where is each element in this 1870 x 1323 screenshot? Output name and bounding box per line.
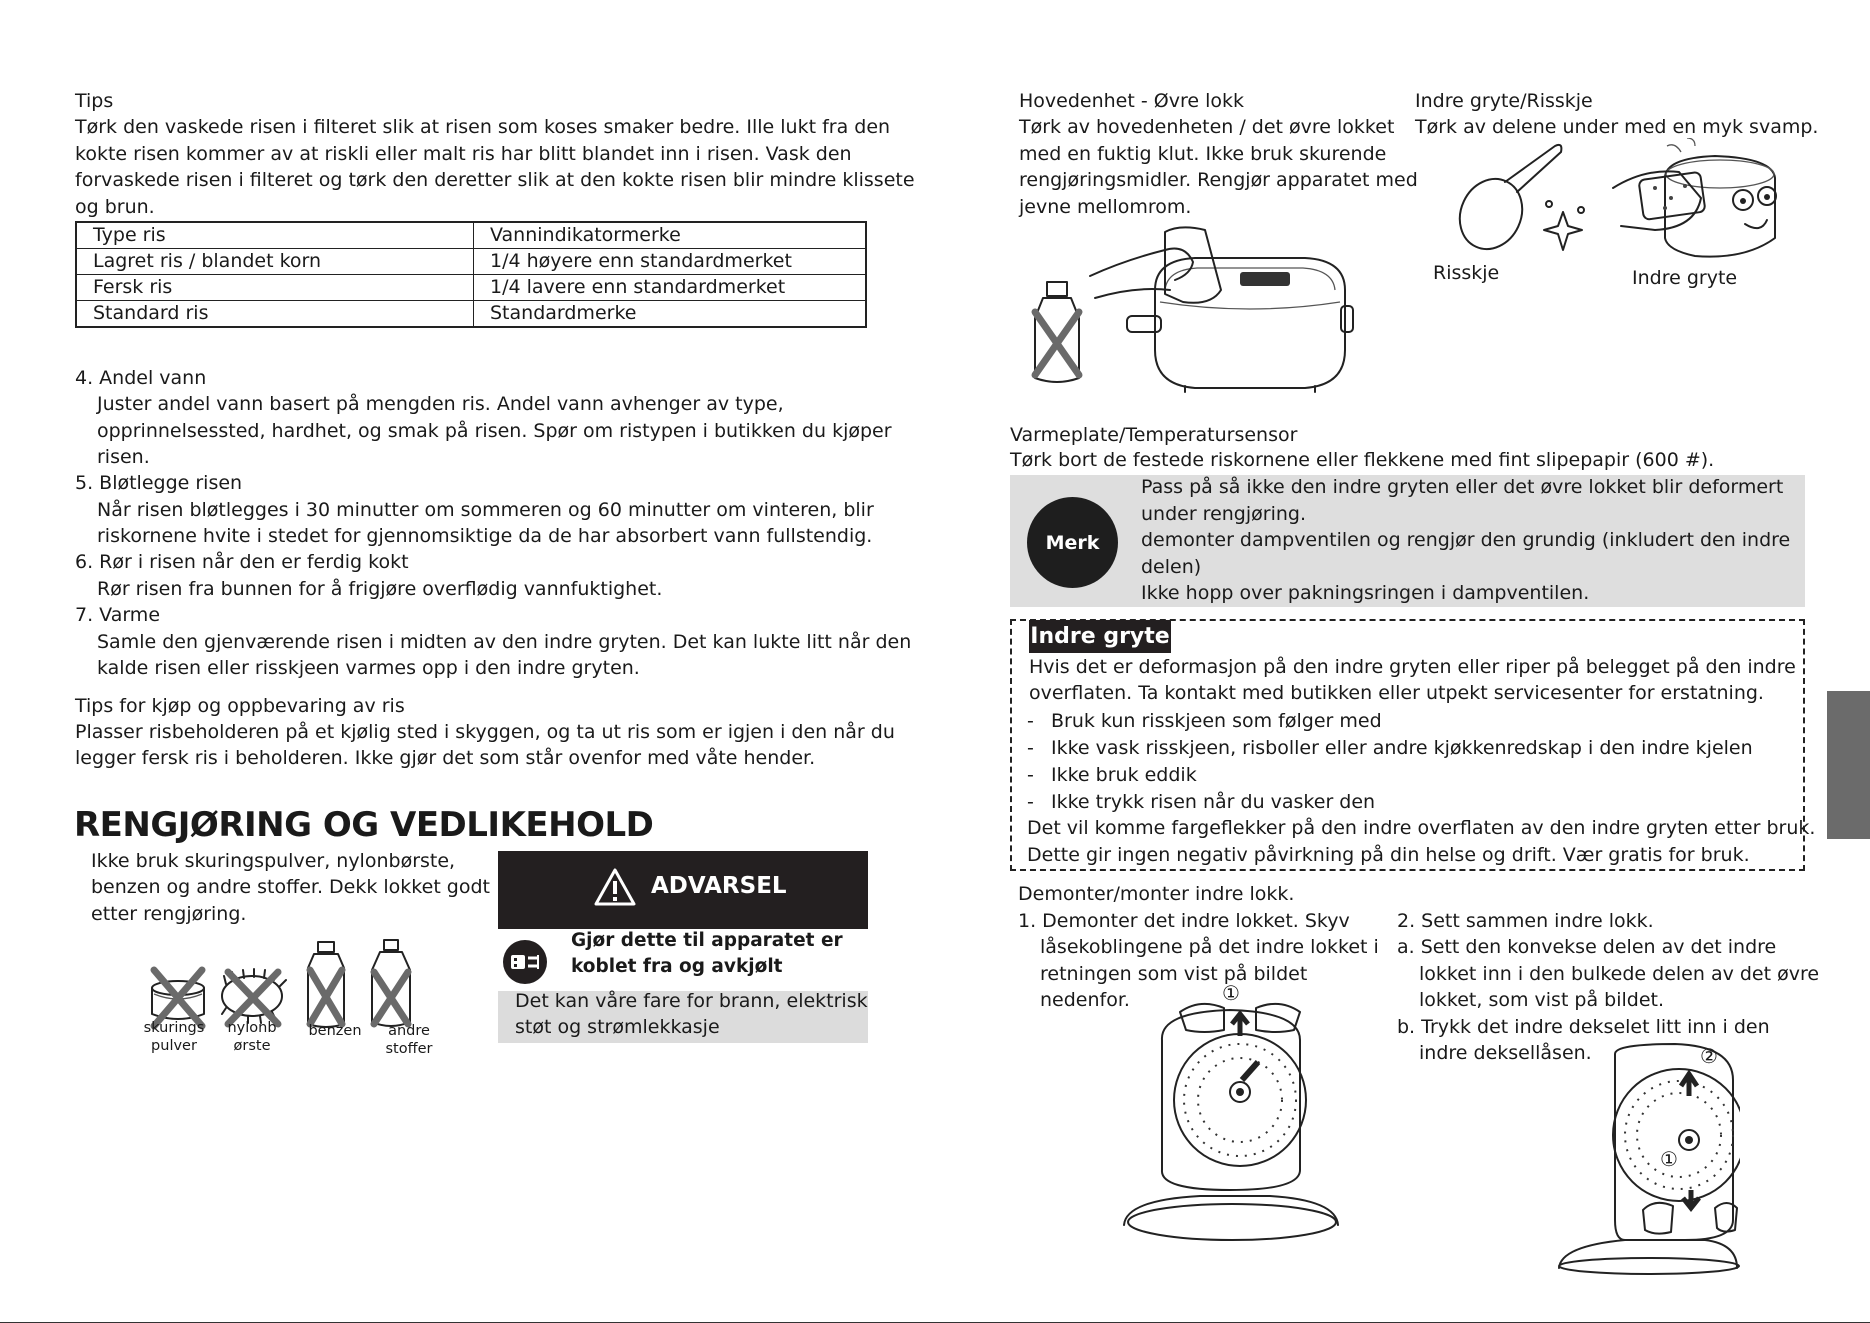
lid-step2-line: lokket, som vist på bildet. <box>1419 989 1665 1011</box>
step-line: kalde risen eller risskjeen varmes opp i den indre gryten. <box>97 657 640 679</box>
note-line: delen) <box>1141 556 1202 578</box>
lid-step2-line: a. Sett den konvekse delen av det indre <box>1397 936 1777 958</box>
rice-water-table <box>75 221 867 328</box>
note-line: Pass på så ikke den indre gryten eller det øvre lokket blir deformert <box>1141 476 1784 498</box>
main-unit-line: Tørk av hovedenheten / det øvre lokket <box>1019 116 1395 138</box>
lid-step1-line: låsekoblingene på det indre lokket i <box>1040 936 1379 958</box>
step-line: Når risen bløtlegges i 30 minutter om sommeren og 60 minutter om vinteren, blir <box>97 499 874 521</box>
scouring-powder-icon <box>152 970 204 1026</box>
warning-text-line: støt og strømlekkasje <box>515 1016 720 1038</box>
inner-lid-assemble-illustration <box>1555 1040 1740 1275</box>
forbidden-items-illustration <box>140 932 440 1032</box>
inner-pot-icon <box>1665 138 1776 257</box>
cleaning-heading: RENGJØRING OG VEDLIKEHOLD <box>74 805 654 845</box>
step-line: riskornene hvite i stedet for gjennomsiktige da de har absorbert vann fullstendig. <box>97 525 873 547</box>
storage-title: Tips for kjøp og oppbevaring av ris <box>75 695 405 717</box>
tips-line: og brun. <box>75 196 155 218</box>
step-title: 6. Rør i risen når den er ferdig kokt <box>75 551 409 573</box>
bullet-dash: - <box>1027 764 1034 786</box>
caution-bullet: Ikke bruk eddik <box>1051 764 1197 786</box>
tips-line: forvaskede risen i filteret og tørk den deretter slik at den kokte risen blir mindre klissete <box>75 169 915 191</box>
item-label: andre stoffer <box>385 1023 433 1057</box>
lid-step1-line: retningen som vist på bildet <box>1040 963 1308 985</box>
step-line: opprinnelsessted, hardhet, og smak på risen. Spør om ristypen i butikken du kjøper <box>97 420 892 442</box>
step-circle-2: ② <box>1700 1044 1718 1068</box>
heater-line: Tørk bort de festede riskornene eller flekkene med fint slipepapir (600 #). <box>1010 449 1715 471</box>
page-side-tab <box>1827 691 1870 839</box>
caution-line: overflaten. Ta kontakt med butikken eller utpekt servicesenter for erstatning. <box>1029 682 1764 704</box>
tips-line: Tørk den vaskede risen i filteret slik at risen som koses smaker bedre. Ille lukt fra den <box>75 116 891 138</box>
note-line: Ikke hopp over pakningsringen i dampventilen. <box>1141 582 1590 604</box>
warning-title: ADVARSEL <box>651 873 787 899</box>
cleaning-line: benzen og andre stoffer. Dekk lokket godt <box>91 876 490 898</box>
table-cell: Standard ris <box>76 301 474 328</box>
item-label: skurings pulver <box>143 1020 205 1054</box>
lid-step2-line: lokket inn i den bulkede delen av det øvre <box>1419 963 1820 985</box>
step-line: Rør risen fra bunnen for å frigjøre overflødig vannfuktighet. <box>97 578 663 600</box>
caution-line: Hvis det er deformasjon på den indre gryten eller riper på belegget på den indre <box>1029 656 1796 678</box>
step-title: 4. Andel vann <box>75 367 207 389</box>
pot-label: Indre gryte <box>1632 267 1738 289</box>
warning-bold-line: Gjør dette til apparatet er <box>571 930 843 951</box>
inner-pot-badge: Indre gryte <box>1029 620 1171 653</box>
caution-footer-line: Dette gir ingen negativ påvirkning på din helse og drift. Vær gratis for bruk. <box>1027 844 1750 866</box>
table-row <box>76 301 866 328</box>
step-title: 7. Varme <box>75 604 161 626</box>
spoon-label: Risskje <box>1433 262 1500 284</box>
unplug-icon <box>502 939 548 985</box>
table-row <box>76 275 866 301</box>
cleaning-line: etter rengjøring. <box>91 903 247 925</box>
cleaning-line: Ikke bruk skuringspulver, nylonbørste, <box>91 850 456 872</box>
main-unit-line: rengjøringsmidler. Rengjør apparatet med <box>1019 169 1418 191</box>
other-substances-bottle-icon <box>372 940 410 1026</box>
benzene-bottle-icon <box>308 942 344 1027</box>
table-header-cell: Type ris <box>76 222 474 249</box>
nylon-brush-icon <box>222 969 286 1024</box>
spoon-and-pot-illustration <box>1445 138 1800 266</box>
cleaner-bottle-icon <box>1035 282 1079 382</box>
lid-step2-line: indre deksellåsen. <box>1419 1042 1592 1064</box>
table-header-cell: Vannindikatormerke <box>474 222 867 249</box>
step-line: risen. <box>97 446 150 468</box>
caution-bullet: Bruk kun risskjeen som følger med <box>1051 710 1382 732</box>
table-row <box>76 249 866 275</box>
rice-spoon-icon <box>1449 145 1562 259</box>
heater-title: Varmeplate/Temperatursensor <box>1010 424 1298 446</box>
note-line: under rengjøring. <box>1141 503 1307 525</box>
caution-footer-line: Det vil komme fargeflekker på den indre overflaten av den indre gryten etter bruk. <box>1027 817 1816 839</box>
bullet-dash: - <box>1027 710 1034 732</box>
table-cell: 1/4 høyere enn standardmerket <box>474 249 867 275</box>
cooker-wiping-illustration <box>1015 220 1360 395</box>
note-line: demonter dampventilen og rengjør den grundig (inkludert den indre <box>1141 529 1791 551</box>
bullet-dash: - <box>1027 737 1034 759</box>
main-unit-line: jevne mellomrom. <box>1019 196 1192 218</box>
lid-title: Demonter/monter indre lokk. <box>1018 883 1295 905</box>
rice-cooker-icon <box>1127 258 1353 392</box>
hand-with-sponge-icon <box>1613 171 1705 230</box>
lid-step1-line: 1. Demonter det indre lokket. Skyv <box>1018 910 1350 932</box>
warning-triangle-icon <box>593 867 637 907</box>
storage-line: legger fersk ris i beholderen. Ikke gjør det som står ovenfor med våte hender. <box>75 747 816 769</box>
caution-bullet: Ikke vask risskjeen, risboller eller andre kjøkkenredskap i den indre kjelen <box>1051 737 1753 759</box>
tips-line: kokte risen kommer av at riskli eller malt ris har blitt blandet inn i risen. Vask den <box>75 143 852 165</box>
bullet-dash: - <box>1027 791 1034 813</box>
lid-step1-line: nedenfor. <box>1040 989 1130 1011</box>
table-cell: Standardmerke <box>474 301 867 328</box>
step-circle-1: ① <box>1660 1147 1678 1171</box>
main-unit-line: med en fuktig klut. Ikke bruk skurende <box>1019 143 1387 165</box>
warning-text-line: Det kan våre fare for brann, elektrisk <box>515 990 868 1012</box>
table-row <box>76 222 866 249</box>
table-cell: Lagret ris / blandet korn <box>76 249 474 275</box>
item-label: benzen <box>308 1023 362 1039</box>
step-circle-1: ① <box>1222 981 1240 1005</box>
step-line: Samle den gjenværende risen i midten av den indre gryten. Det kan lukte litt når den <box>97 631 912 653</box>
sparkle-icon <box>1544 201 1584 250</box>
warning-bold-line: koblet fra og avkjølt <box>571 956 783 977</box>
tips-title: Tips <box>75 90 114 112</box>
item-label: nylonb ørste <box>227 1020 277 1054</box>
main-unit-title: Hovedenhet - Øvre lokk <box>1019 90 1244 112</box>
step-line: Juster andel vann basert på mengden ris. Andel vann avhenger av type, <box>97 393 784 415</box>
caution-bullet: Ikke trykk risen når du vasker den <box>1051 791 1376 813</box>
note-badge: Merk <box>1027 497 1118 588</box>
storage-line: Plasser risbeholderen på et kjølig sted i skyggen, og ta ut ris som er igjen i den når du <box>75 721 895 743</box>
inner-lid-remove-illustration <box>1100 990 1360 1245</box>
inner-pot-line: Tørk av delene under med en myk svamp. <box>1415 116 1819 138</box>
inner-pot-title: Indre gryte/Risskje <box>1415 90 1593 112</box>
table-cell: Fersk ris <box>76 275 474 301</box>
step-title: 5. Bløtlegge risen <box>75 472 243 494</box>
lid-step2-line: b. Trykk det indre dekselet litt inn i den <box>1397 1016 1770 1038</box>
table-cell: 1/4 lavere enn standardmerket <box>474 275 867 301</box>
lid-step2-line: 2. Sett sammen indre lokk. <box>1397 910 1654 932</box>
